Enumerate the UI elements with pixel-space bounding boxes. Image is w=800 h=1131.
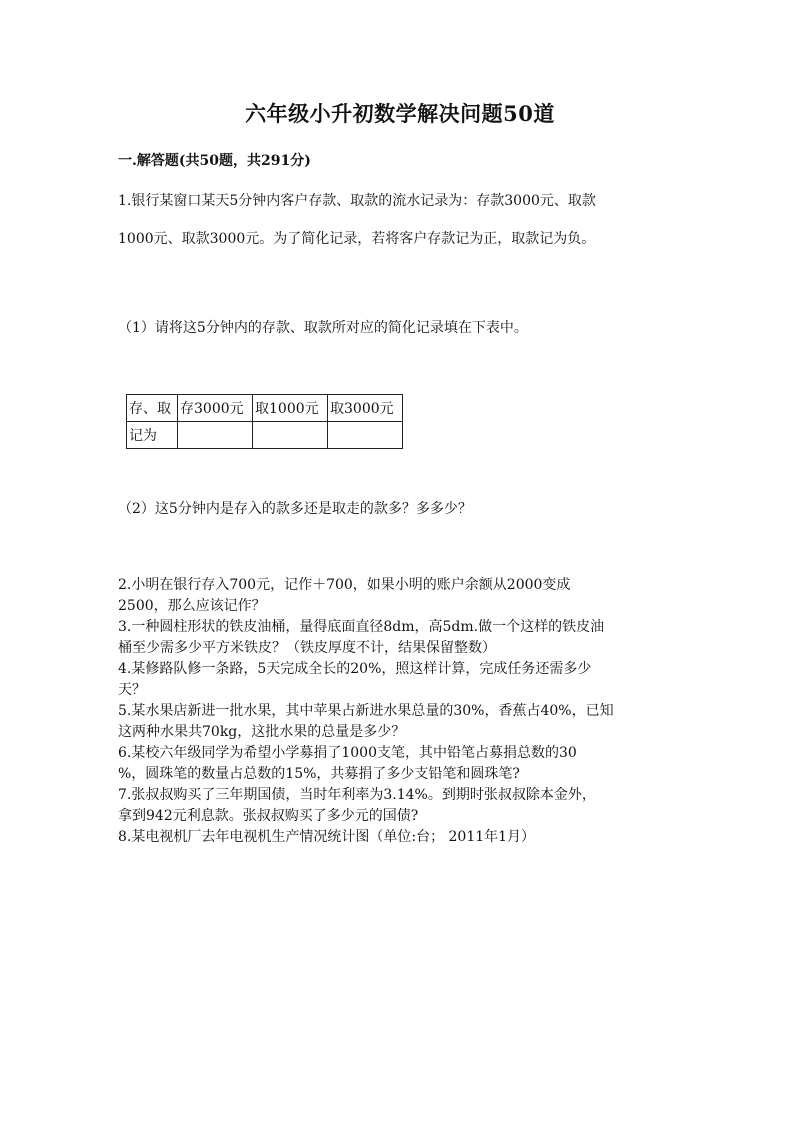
table-row <box>127 395 403 422</box>
question-1-line-1: 1.银行某窗口某天5分钟内客户存款、取款的流水记录为：存款3000元、取款 <box>118 193 596 209</box>
question-line: 4.某修路队修一条路，5天完成全长的20%，照这样计算，完成任务还需多少 <box>118 661 592 677</box>
section-heading: 一.解答题(共50题，共291分) <box>118 153 311 169</box>
question-1-subquestion-2: （2）这5分钟内是存入的款多还是取走的款多？多多少？ <box>118 501 472 517</box>
table-cell <box>328 422 403 449</box>
question-line: 6.某校六年级同学为希望小学募捐了1000支笔，其中铅笔占募捐总数的30 <box>118 745 577 761</box>
table-cell <box>253 422 328 449</box>
question-line: 5.某水果店新进一批水果，其中苹果占新进水果总量的30%，香蕉占40%，已知 <box>118 703 614 719</box>
table-header-cell: 取1000元 <box>253 395 328 422</box>
question-line: 3.一种圆柱形状的铁皮油桶，量得底面直径8dm，高5dm.做一个这样的铁皮油 <box>118 619 605 635</box>
table-header-cell: 存、取 <box>127 395 178 422</box>
page-title: 六年级小升初数学解决问题50道 <box>245 101 555 126</box>
table-row <box>127 422 403 449</box>
question-1-subquestion-1: （1）请将这5分钟内的存款、取款所对应的简化记录填在下表中。 <box>118 320 528 336</box>
table-header-cell: 存3000元 <box>178 395 253 422</box>
question-line: %，圆珠笔的数量占总数的15%，共募捐了多少支铅笔和圆珠笔? <box>118 766 520 782</box>
question-line: 天？ <box>118 682 146 698</box>
question-line: 7.张叔叔购买了三年期国债，当时年利率为3.14%。到期时张叔叔除本金外， <box>118 787 596 803</box>
table-cell <box>178 422 253 449</box>
question-1-line-2: 1000元、取款3000元。为了简化记录，若将客户存款记为正，取款记为负。 <box>118 231 596 247</box>
question-line: 拿到942元利息款。张叔叔购买了多少元的国债? <box>118 808 419 824</box>
record-table <box>126 394 403 449</box>
question-line: 2500，那么应该记作？ <box>118 598 266 614</box>
question-line: 2.小明在银行存入700元，记作＋700，如果小明的账户余额从2000变成 <box>118 577 571 593</box>
question-line: 8.某电视机厂去年电视机生产情况统计图（单位:台； 2011年1月） <box>118 829 536 845</box>
question-line: 这两种水果共70kg，这批水果的总量是多少？ <box>118 724 406 740</box>
table-cell: 记为 <box>127 422 178 449</box>
table-header-cell: 取3000元 <box>328 395 403 422</box>
question-line: 桶至少需多少平方米铁皮？（铁皮厚度不计，结果保留整数） <box>118 640 496 656</box>
